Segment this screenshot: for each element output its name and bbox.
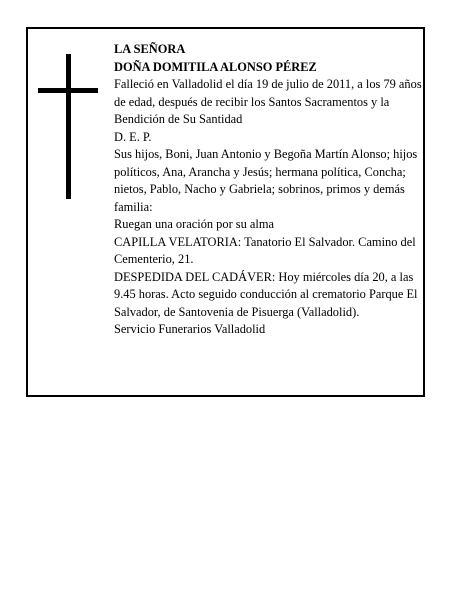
funeral-details: DESPEDIDA DEL CADÁVER: Hoy miércoles día 20, a las 9.45 horas. Acto seguido conducción al crematorio Parque El Salvador, de Santovenia de Pisuerga (Valladolid). — [114, 269, 418, 319]
wake-location: CAPILLA VELATORIA: Tanatorio El Salvador. Camino del Cementerio, 21. — [114, 234, 416, 266]
latin-cross-icon — [38, 54, 98, 199]
rip-line: D. E. P. — [114, 129, 152, 144]
notice-body — [114, 41, 424, 339]
funeral-service-provider: Servicio Funerarios Valladolid — [114, 322, 266, 336]
prayer-request: Ruegan una oración por su alma — [114, 217, 274, 231]
notice-title: LA SEÑORA — [114, 42, 186, 56]
deceased-name: DOÑA DOMITILA ALONSO PÉREZ — [114, 59, 317, 74]
cross-horizontal-bar — [38, 88, 98, 93]
cross-vertical-bar — [66, 54, 71, 199]
obituary-notice — [26, 27, 425, 397]
death-announcement: Falleció en Valladolid el día 19 de julio de 2011, a los 79 años de edad, después de recibir los Santos Sacramentos y la Bendición de Su Santidad — [114, 77, 422, 126]
family-list: Sus hijos, Boni, Juan Antonio y Begoña Martín Alonso; hijos políticos, Ana, Arancha y Jesús; hermana política, Concha; nietos, Pablo, Nacho y Gabriela; sobrinos, primos y demás familia: — [114, 147, 418, 214]
